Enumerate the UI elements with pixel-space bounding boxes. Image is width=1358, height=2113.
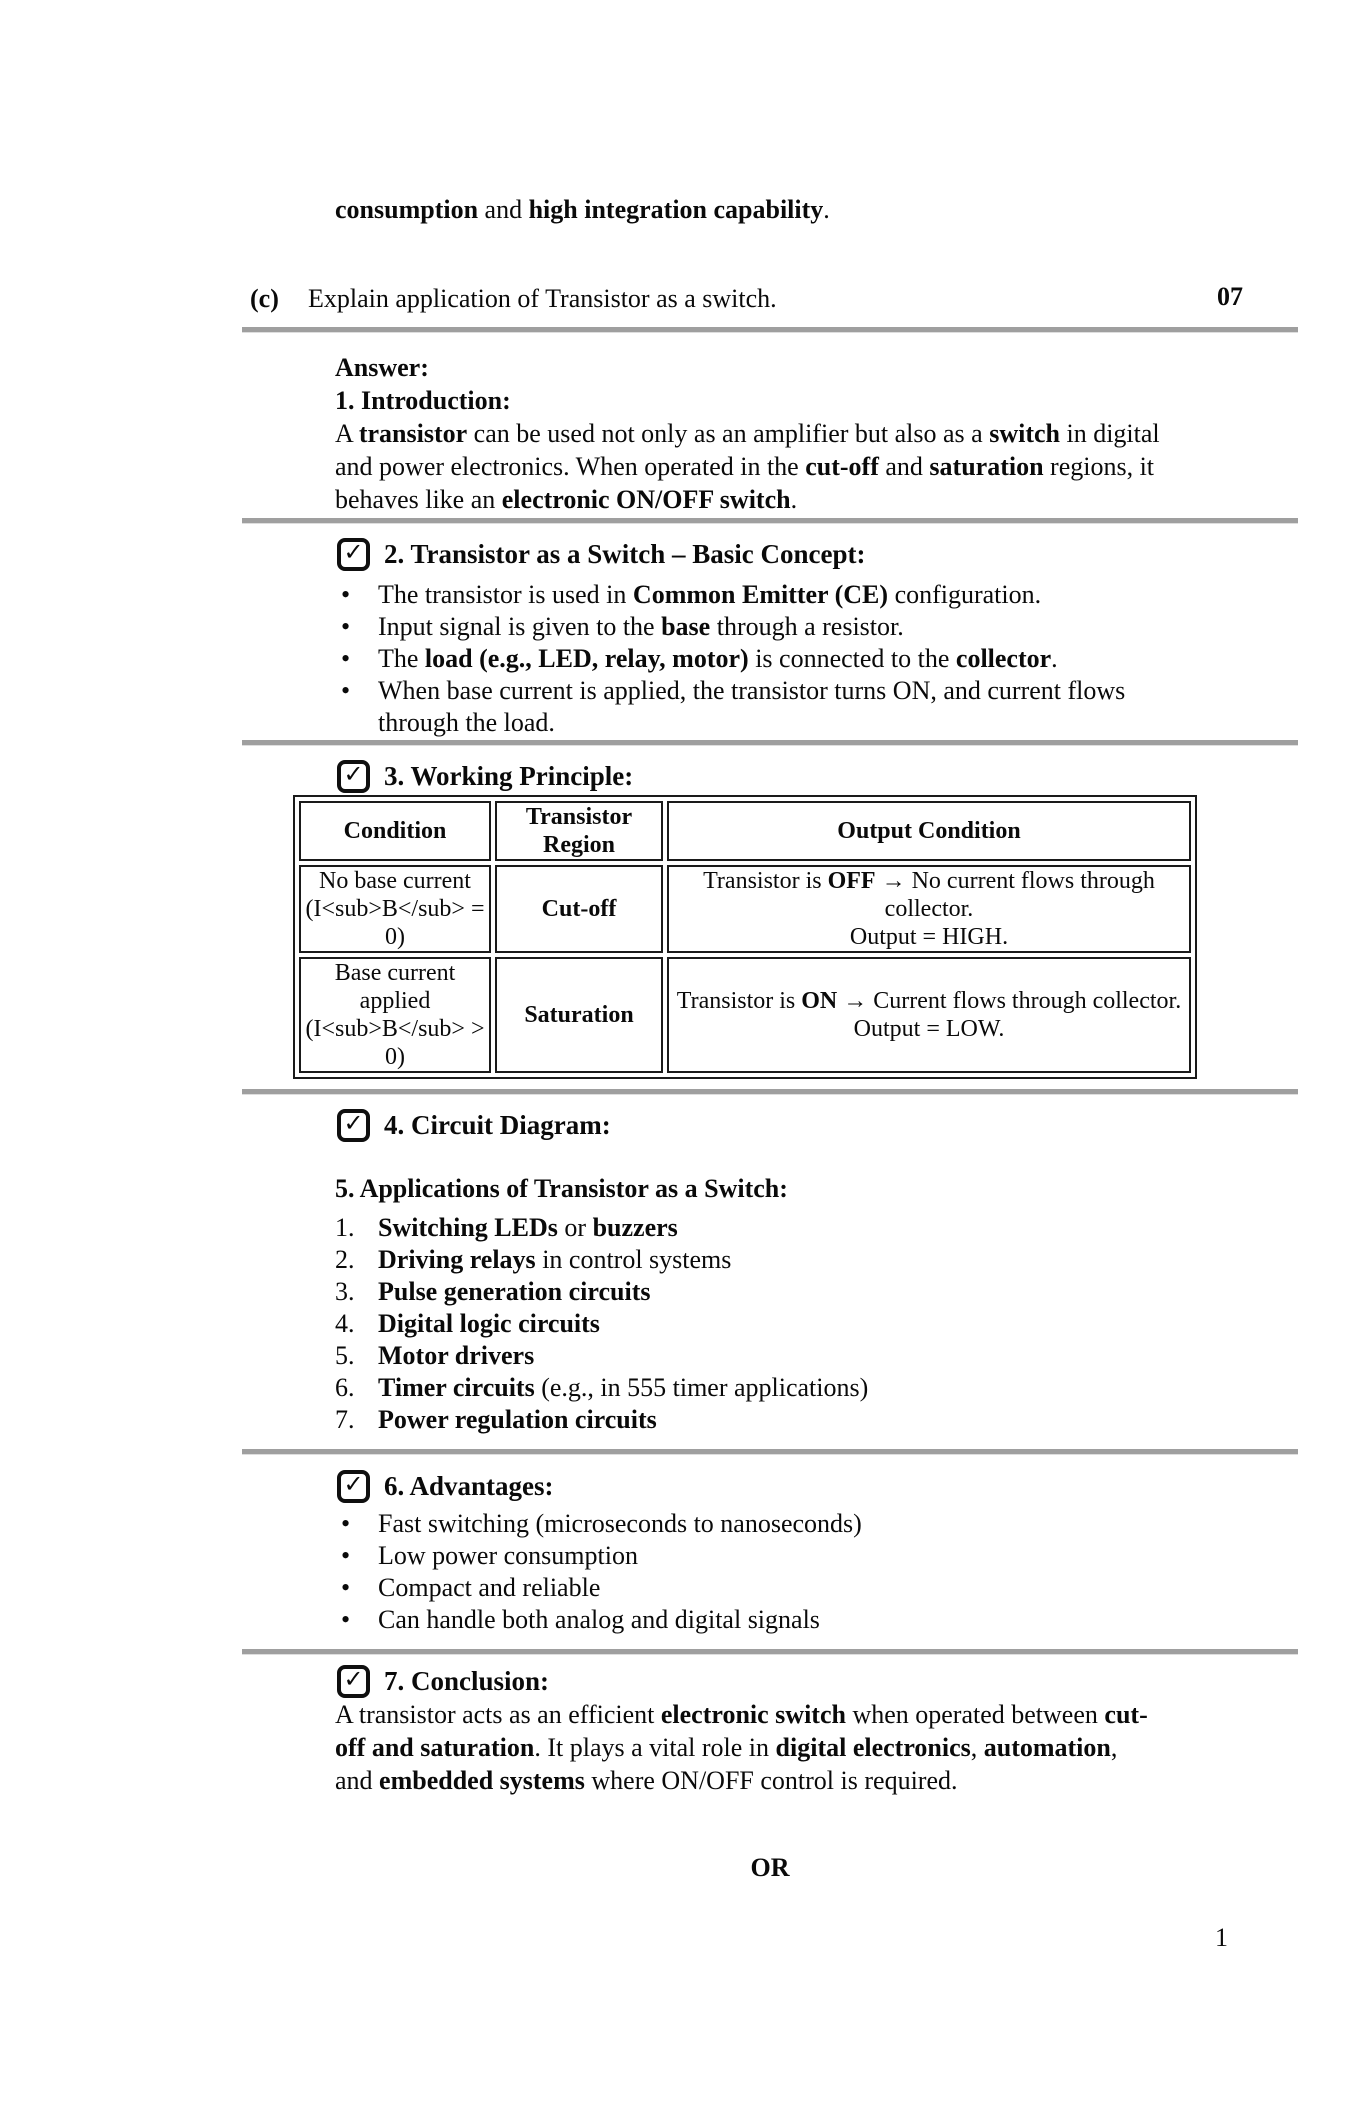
line-text (378, 611, 904, 643)
line-text (335, 384, 511, 417)
bullet-marker: • (341, 1605, 351, 1634)
list-item-line (335, 1508, 1358, 1540)
section-divider (242, 740, 1298, 746)
line-text (378, 707, 555, 739)
line-text (378, 1276, 650, 1308)
text: → No current flows through collector. (875, 868, 1155, 922)
list-item-line (335, 675, 1358, 707)
list-item-line (335, 1604, 1358, 1636)
section-heading-concept (337, 537, 1358, 571)
table-header-condition: Condition (299, 801, 491, 861)
text: , (970, 1733, 984, 1762)
list-item-line (335, 1572, 1358, 1604)
question-label: (c) (250, 284, 279, 313)
condition-line: (I<sub>B</sub> > 0) (305, 1016, 485, 1070)
bold-text: Digital logic circuits (378, 1309, 600, 1338)
text: in control systems (535, 1245, 732, 1274)
bold-text: cut- (1104, 1700, 1148, 1729)
text: Compact and reliable (378, 1573, 601, 1602)
question-row (0, 284, 1358, 318)
condition-line: No base current (319, 868, 471, 894)
condition-line: Base current applied (334, 960, 456, 1014)
bold-text: off and saturation (335, 1733, 535, 1762)
line-text (335, 450, 1154, 483)
list-item-line (335, 707, 1358, 739)
list-item-line (335, 1540, 1358, 1572)
text: is connected to the (748, 644, 956, 673)
text: can be used not only as an amplifier but also as a (467, 419, 990, 448)
text: through a resistor. (710, 612, 904, 641)
bold-text: digital electronics (775, 1733, 971, 1762)
check-mark: ✓ (343, 1109, 364, 1137)
bullet-marker: • (341, 1573, 351, 1602)
line-text (335, 417, 1160, 450)
output-line: Output = LOW. (853, 1016, 1005, 1042)
concept-bullet-list (335, 579, 1358, 739)
bullet-marker: • (341, 612, 351, 641)
bold-text: automation (983, 1733, 1111, 1762)
text: in digital (1059, 419, 1160, 448)
text: and (478, 195, 529, 224)
list-number: 1. (335, 1213, 355, 1242)
list-item-line (335, 1212, 1358, 1244)
bold-text: ON (801, 988, 838, 1014)
bullet-marker: • (341, 1541, 351, 1570)
output-line: Output = HIGH. (849, 924, 1009, 950)
cell-region: Saturation (495, 957, 663, 1073)
bullet-marker: • (341, 644, 351, 673)
list-number: 5. (335, 1341, 355, 1370)
marker-spacer (335, 707, 378, 739)
text: (e.g., in 555 timer applications) (534, 1373, 869, 1402)
page-number: 1 (1215, 1923, 1228, 1952)
list-item-line (335, 1340, 1358, 1372)
text-line (335, 384, 1358, 417)
line-text (378, 1212, 678, 1244)
bold-text: OFF (827, 868, 876, 894)
text: or (557, 1213, 593, 1242)
text: configuration. (888, 580, 1042, 609)
text: A transistor acts as an efficient (335, 1700, 661, 1729)
text-line (335, 483, 1358, 516)
list-item-line (335, 643, 1358, 675)
applications-heading (335, 1172, 1358, 1205)
line-text (335, 1731, 1117, 1764)
text: Transistor is (703, 868, 828, 894)
cell-condition (299, 865, 491, 953)
line-text (378, 1508, 862, 1540)
bold-text: consumption (335, 195, 479, 224)
text: behaves like an (335, 485, 502, 514)
section-heading-circuit (337, 1108, 1358, 1142)
line-text (378, 1372, 868, 1404)
output-line (671, 867, 1187, 923)
bold-text: 5. Applications of Transistor as a Switch: (335, 1174, 788, 1203)
check-mark: ✓ (343, 538, 364, 566)
bold-text: base (661, 612, 711, 641)
section-heading-advantages (337, 1469, 1358, 1503)
intro-block (335, 351, 1358, 516)
check-mark: ✓ (343, 1665, 364, 1693)
text-line (335, 1698, 1358, 1731)
checked-checkbox-icon (337, 1470, 370, 1503)
question-marks: 07 (1217, 282, 1243, 311)
cell-region: Cut-off (495, 865, 663, 953)
bullet-marker: • (341, 580, 351, 609)
bold-text: high integration capability (528, 195, 824, 224)
line-text (378, 643, 1058, 675)
bold-text: Driving relays (378, 1245, 536, 1274)
list-item-line (335, 1276, 1358, 1308)
list-item-line (335, 579, 1358, 611)
text: and (335, 1766, 380, 1795)
bold-text: Switching LEDs (378, 1213, 558, 1242)
bold-text: Timer circuits (378, 1373, 535, 1402)
text: The (378, 644, 425, 673)
table-row (299, 865, 1191, 953)
check-mark: ✓ (343, 760, 364, 788)
bold-text: Power regulation circuits (378, 1405, 657, 1434)
bold-text: buzzers (592, 1213, 678, 1242)
working-principle-table (293, 795, 1197, 1079)
checked-checkbox-icon (337, 760, 370, 793)
line-text (378, 1572, 600, 1604)
text: and power electronics. When operated in the (335, 452, 806, 481)
bold-text: electronic ON/OFF switch (501, 485, 791, 514)
text: A (335, 419, 359, 448)
list-item-line (335, 1244, 1358, 1276)
section-title: 7. Conclusion: (384, 1665, 550, 1696)
text: Transistor is (676, 988, 802, 1014)
text: When base current is applied, the transistor turns ON, and current flows (378, 676, 1126, 705)
list-item-line (335, 611, 1358, 643)
text: The transistor is used in (378, 580, 633, 609)
text: . (1051, 644, 1058, 673)
section-title: 4. Circuit Diagram: (384, 1109, 611, 1140)
list-number: 6. (335, 1373, 355, 1402)
bullet-marker: • (341, 1509, 351, 1538)
table-header-output: Output Condition (667, 801, 1191, 861)
text: Input signal is given to the (378, 612, 662, 641)
section-title: 6. Advantages: (384, 1470, 554, 1501)
bold-text: load (e.g., LED, relay, motor) (424, 644, 749, 673)
check-mark: ✓ (343, 1470, 364, 1498)
line-text (378, 1404, 657, 1436)
text: Low power consumption (378, 1541, 638, 1570)
text-line (335, 1731, 1358, 1764)
line-text (378, 1340, 534, 1372)
section-heading-conclusion (337, 1664, 1358, 1698)
or-separator: OR (750, 1853, 790, 1882)
text: and (878, 452, 930, 481)
bold-text: Answer: (335, 353, 429, 382)
section-divider (242, 1089, 1298, 1095)
bold-text: cut-off (805, 452, 879, 481)
carryover-line (335, 193, 1358, 226)
bold-text: electronic switch (660, 1700, 846, 1729)
document-page (0, 193, 1358, 2113)
text: . (823, 195, 830, 224)
checked-checkbox-icon (337, 1665, 370, 1698)
list-item-line (335, 1404, 1358, 1436)
checked-checkbox-icon (337, 538, 370, 571)
section-title: 2. Transistor as a Switch – Basic Concept: (384, 538, 866, 569)
line-text (335, 351, 429, 384)
bold-text: Common Emitter (CE) (632, 580, 889, 609)
list-number: 4. (335, 1309, 355, 1338)
line-text (335, 1698, 1148, 1731)
advantages-bullet-list (335, 1508, 1358, 1636)
list-item-line (335, 1308, 1358, 1340)
line-text (378, 1540, 638, 1572)
question-text: Explain application of Transistor as a switch. (308, 284, 777, 313)
list-number: 2. (335, 1245, 355, 1274)
text-line (335, 351, 1358, 384)
section-title: 3. Working Principle: (384, 760, 634, 791)
bold-text: 1. Introduction: (335, 386, 511, 415)
text-line (335, 417, 1358, 450)
line-text (335, 1764, 958, 1797)
section-divider (242, 1649, 1298, 1655)
list-item-line (335, 1372, 1358, 1404)
applications-numbered-list (335, 1212, 1358, 1436)
checked-checkbox-icon (337, 1109, 370, 1142)
bold-text: saturation (929, 452, 1044, 481)
table-header-row (299, 801, 1191, 861)
text: regions, it (1043, 452, 1155, 481)
text: when operated between (845, 1700, 1105, 1729)
section-divider (242, 1449, 1298, 1455)
cell-output (667, 957, 1191, 1073)
condition-line: (I<sub>B</sub> = 0) (305, 896, 485, 950)
line-text (378, 1308, 600, 1340)
cell-output (667, 865, 1191, 953)
line-text (335, 483, 797, 516)
text: Fast switching (microseconds to nanoseconds) (378, 1509, 862, 1538)
list-number: 3. (335, 1277, 355, 1306)
bullet-marker: • (341, 676, 351, 705)
bold-text: switch (989, 419, 1060, 448)
line-text (378, 675, 1125, 707)
text: , (1110, 1733, 1118, 1762)
line-text (378, 1244, 731, 1276)
bold-text: Pulse generation circuits (378, 1277, 651, 1306)
conclusion-block (335, 1698, 1358, 1797)
bold-text: transistor (358, 419, 468, 448)
text: . (790, 485, 798, 514)
text: → Current flows through collector. (837, 988, 1182, 1014)
text-line (335, 1764, 1358, 1797)
line-text (378, 579, 1041, 611)
bold-text: Motor drivers (378, 1341, 535, 1370)
text: through the load. (378, 708, 555, 737)
table-header-region: Transistor Region (495, 801, 663, 861)
output-line (671, 987, 1187, 1015)
section-divider (242, 518, 1298, 524)
section-divider (242, 327, 1298, 333)
line-text (378, 1604, 820, 1636)
table-row (299, 957, 1191, 1073)
text: . It plays a vital role in (534, 1733, 776, 1762)
bold-text: collector (955, 644, 1052, 673)
bold-text: embedded systems (379, 1766, 585, 1795)
cell-condition (299, 957, 491, 1073)
text-line (335, 450, 1358, 483)
text: Can handle both analog and digital signals (378, 1605, 820, 1634)
section-heading-working (337, 759, 1358, 793)
text: where ON/OFF control is required. (584, 1766, 958, 1795)
list-number: 7. (335, 1405, 355, 1434)
